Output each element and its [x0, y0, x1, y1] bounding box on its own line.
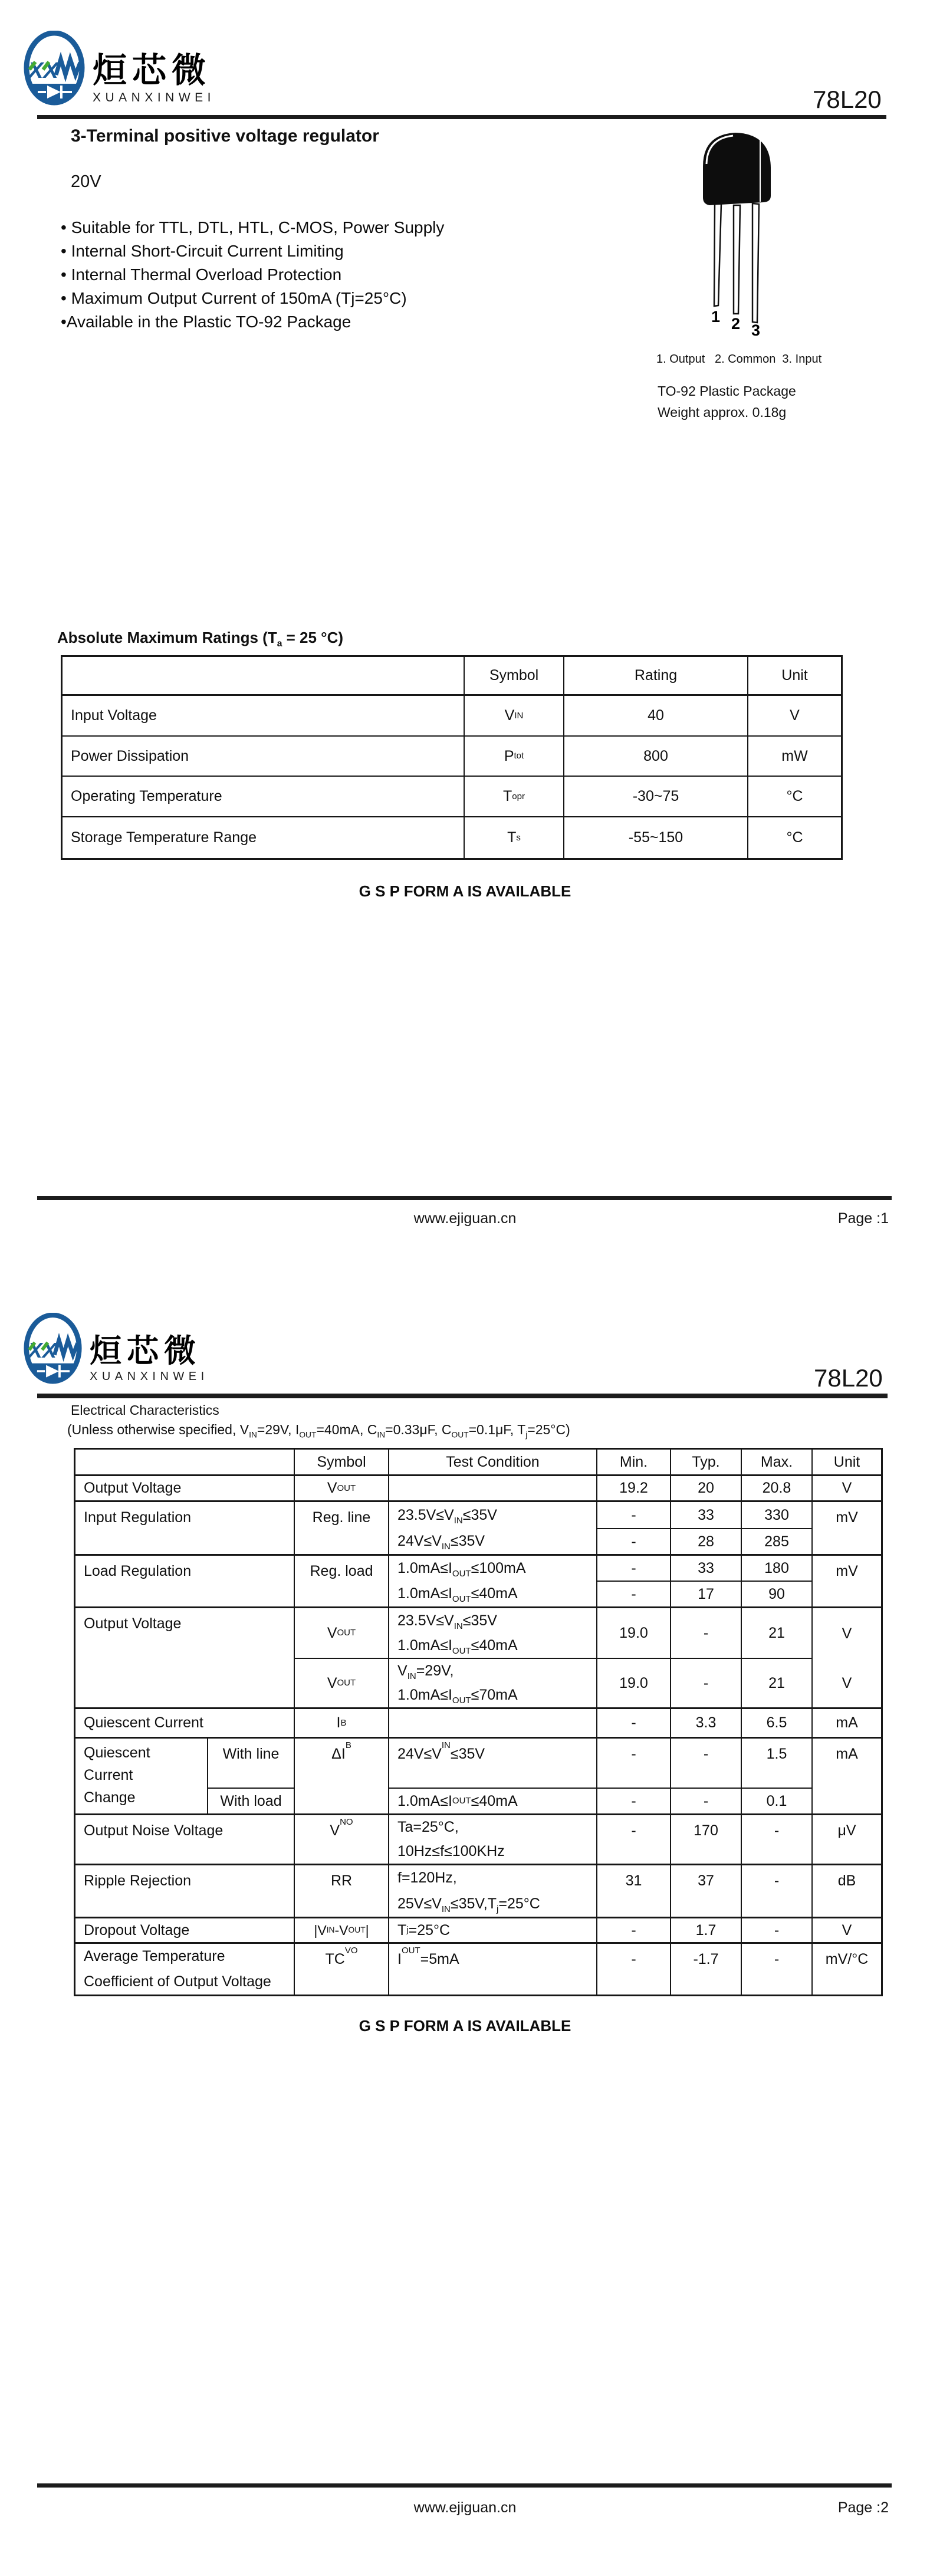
ec-cell: T j =25°C: [389, 1918, 597, 1944]
part-number: 78L20: [814, 1364, 883, 1392]
brand-name-cn: 烜芯微: [90, 1333, 201, 1369]
ec-cell: 31: [597, 1865, 671, 1918]
feature-item: •Available in the Plastic TO-92 Package: [61, 313, 351, 331]
pin-number-1: 1: [711, 308, 721, 326]
ec-cell: Reg. line: [295, 1502, 389, 1556]
ec-cell: Min.: [597, 1450, 671, 1476]
amr-cell: -55~150: [564, 817, 748, 858]
ec-cell: 20: [671, 1476, 742, 1502]
ec-cell: -: [671, 1739, 742, 1789]
amr-cell: T s: [465, 817, 564, 858]
ec-cell: mV: [813, 1502, 881, 1556]
ec-cell: Output Noise Voltage: [75, 1815, 295, 1865]
amr-cell: Operating Temperature: [63, 777, 465, 817]
amr-cell: [63, 657, 465, 696]
amr-cell: -30~75: [564, 777, 748, 817]
amr-cell: 800: [564, 737, 748, 777]
amr-cell: Symbol: [465, 657, 564, 696]
ec-cell: 20.8: [742, 1476, 813, 1502]
brand-logo: [24, 1313, 209, 1385]
ec-cell: V OUT: [295, 1476, 389, 1502]
ec-cell: Average Temperature Coefficient of Output Voltage: [75, 1944, 295, 1995]
ec-cell: Unit: [813, 1450, 881, 1476]
ec-cell: 37: [671, 1865, 742, 1918]
feature-list: [61, 216, 444, 334]
ec-cell: 3.3: [671, 1709, 742, 1739]
ec-cell: Output Voltage: [75, 1476, 295, 1502]
ec-cell: 28: [671, 1529, 742, 1556]
ec-cell: $23.5V\le V_{IN}\le 35V$ $24V\le V_{IN}\le 35V$: [389, 1502, 597, 1556]
ec-cell: 33: [671, 1556, 742, 1582]
feature-item: • Suitable for TTL, DTL, HTL, C-MOS, Power Supply: [61, 218, 445, 236]
ec-cell: [75, 1450, 295, 1476]
ec-cell: $V_{IN}=29V$, $1.0mA\le I_{OUT}\le 70mA$: [389, 1659, 597, 1709]
amr-cell: Rating: [564, 657, 748, 696]
svg-text:XX: XX: [28, 1338, 57, 1363]
ec-cell: Quiescent Current Change: [75, 1739, 208, 1815]
ec-cell: 285: [742, 1529, 813, 1556]
ec-cell: -1.7: [671, 1944, 742, 1995]
ec-cell: 19.0: [597, 1608, 671, 1659]
ec-cell: 21: [742, 1608, 813, 1659]
ec-conditions: (Unless otherwise specified, $V_{IN}=29V$, $I_{OUT}=40mA$, $C_{IN}=0.33\mu F$, $C_{OUT}=0.1\mu F$, $T_j=25^\circ C$): [67, 1422, 570, 1440]
ec-cell: 1.5: [742, 1739, 813, 1789]
ec-cell: -: [671, 1608, 742, 1659]
ec-cell: 330: [742, 1502, 813, 1529]
ec-cell: Ripple Rejection: [75, 1865, 295, 1918]
amr-cell: °C: [748, 777, 841, 817]
brand-name-en: XUANXINWEI: [93, 91, 216, 104]
ec-table: [74, 1448, 883, 1996]
ec-cell: ΔI B: [295, 1739, 389, 1815]
ec-cell: Symbol: [295, 1450, 389, 1476]
footer-divider: [37, 1196, 892, 1200]
ec-cell: Input Regulation: [75, 1502, 295, 1556]
ec-cell: TC VO: [295, 1944, 389, 1995]
ec-cell: 21: [742, 1659, 813, 1709]
ec-cell: -: [597, 1944, 671, 1995]
ec-cell: 0.1: [742, 1789, 813, 1815]
amr-cell: Power Dissipation: [63, 737, 465, 777]
ec-cell: -: [597, 1502, 671, 1529]
amr-cell: T opr: [465, 777, 564, 817]
ec-cell: -: [597, 1582, 671, 1608]
ec-cell: f=120Hz, $25V\le V_{IN}\le 35V,T_j=25^\circ C$: [389, 1865, 597, 1918]
brand-name-en: XUANXINWEI: [90, 1370, 209, 1383]
ec-cell: Load Regulation: [75, 1556, 295, 1608]
ec-cell: 24V≤V IN ≤35V: [389, 1739, 597, 1789]
header-divider: [37, 115, 886, 119]
footer-page-number: Page :2: [837, 2499, 889, 2516]
ec-cell: 170: [671, 1815, 742, 1865]
ec-cell: -: [742, 1944, 813, 1995]
amr-cell: °C: [786, 829, 803, 846]
to92-package-icon: [699, 131, 778, 337]
product-subtitle: 3-Terminal positive voltage regulator: [71, 126, 379, 146]
ec-cell: -: [742, 1815, 813, 1865]
ec-cell: V OUT: [295, 1608, 389, 1659]
ec-cell: Output Voltage: [75, 1608, 295, 1709]
ec-cell: -: [671, 1789, 742, 1815]
amr-cell: Input Voltage: [63, 696, 465, 737]
ec-cell: -: [597, 1918, 671, 1944]
feature-item: • Internal Short-Circuit Current Limiting: [61, 242, 344, 260]
brand-name-cn: 烜芯微: [93, 51, 212, 90]
ec-cell: Dropout Voltage: [75, 1918, 295, 1944]
ec-cell: μV: [813, 1815, 881, 1865]
ec-cell: -: [597, 1815, 671, 1865]
ec-cell: V: [813, 1659, 881, 1709]
brand-mark-icon: [24, 1313, 83, 1385]
ec-cell: -: [597, 1709, 671, 1739]
ec-cell: dB: [813, 1865, 881, 1918]
pin-number-2: 2: [731, 315, 741, 333]
feature-item: • Maximum Output Current of 150mA (Tj=25°C): [61, 289, 407, 307]
amr-title: Absolute Maximum Ratings ($T_a = 25$ °C): [57, 629, 343, 649]
brand-logo: [24, 31, 215, 106]
ec-cell: 6.5: [742, 1709, 813, 1739]
pin-number-3: 3: [751, 321, 761, 339]
amr-cell: V IN: [465, 696, 564, 737]
ec-cell: mA: [813, 1739, 881, 1815]
ec-cell: Max.: [742, 1450, 813, 1476]
amr-table: [61, 655, 843, 860]
ec-cell: 33: [671, 1502, 742, 1529]
ec-cell: -: [597, 1789, 671, 1815]
ec-cell: |V IN -V OUT |: [295, 1918, 389, 1944]
ec-cell: -: [742, 1865, 813, 1918]
amr-cell: Unit: [748, 657, 841, 696]
ec-cell: 19.2: [597, 1476, 671, 1502]
footer-page-number: Page :1: [837, 1210, 889, 1227]
amr-cell: V: [748, 696, 841, 737]
amr-cell: 40: [564, 696, 748, 737]
gsp-note: G S P FORM A IS AVAILABLE: [359, 882, 571, 900]
ec-cell: -: [597, 1529, 671, 1556]
ec-cell: Reg. load: [295, 1556, 389, 1608]
ec-cell: mV: [813, 1556, 881, 1608]
footer-divider: [37, 2483, 892, 2488]
ec-cell: -: [742, 1918, 813, 1944]
ec-cell: -: [671, 1659, 742, 1709]
svg-text:XX: XX: [28, 58, 58, 83]
ec-cell: 1.0mA≤I OUT ≤40mA: [389, 1789, 597, 1815]
ec-cell: 19.0: [597, 1659, 671, 1709]
ec-cell: 17: [671, 1582, 742, 1608]
ec-cell: Ta=25°C, 10Hz≤f≤100KHz: [389, 1815, 597, 1865]
package-name: TO-92 Plastic Package: [658, 383, 796, 399]
ec-cell: V NO: [295, 1815, 389, 1865]
ec-cell: Typ.: [671, 1450, 742, 1476]
ec-cell: [389, 1476, 597, 1502]
header-divider: [37, 1394, 888, 1398]
ec-cell: I B: [295, 1709, 389, 1739]
gsp-note: G S P FORM A IS AVAILABLE: [359, 2017, 571, 2035]
amr-cell: Storage Temperature Range: [63, 817, 465, 858]
ec-cell: 90: [742, 1582, 813, 1608]
ec-cell: V OUT: [295, 1659, 389, 1709]
ec-cell: [389, 1709, 597, 1739]
ec-cell: $1.0mA\le I_{OUT}\le 100mA$ $1.0mA\le I_{OUT}\le 40mA$: [389, 1556, 597, 1608]
ec-cell: mA: [813, 1709, 881, 1739]
ec-cell: -: [597, 1556, 671, 1582]
product-voltage: 20V: [71, 172, 101, 191]
ec-cell: Test Condition: [389, 1450, 597, 1476]
pin-legend: 1. Output 2. Common 3. Input: [656, 353, 822, 366]
amr-cell: mW: [748, 737, 841, 777]
footer-site: www.ejiguan.cn: [413, 1210, 517, 1227]
ec-cell: 180: [742, 1556, 813, 1582]
ec-title: Electrical Characteristics: [71, 1402, 219, 1418]
feature-item: • Internal Thermal Overload Protection: [61, 265, 342, 284]
ec-cell: $23.5V\le V_{IN}\le 35V$ $1.0mA\le I_{OUT}\le 40mA$: [389, 1608, 597, 1659]
ec-cell: V: [813, 1476, 881, 1502]
package-weight: Weight approx. 0.18g: [658, 405, 787, 420]
ec-cell: I OUT =5mA: [389, 1944, 597, 1995]
ec-cell: mV/°C: [825, 1951, 869, 1967]
ec-cell: With load: [208, 1789, 295, 1815]
brand-mark-icon: [24, 31, 86, 106]
amr-cell: P tot: [465, 737, 564, 777]
ec-cell: 1.7: [671, 1918, 742, 1944]
ec-cell: V: [813, 1918, 881, 1944]
ec-cell: -: [597, 1739, 671, 1789]
ec-cell: With line: [208, 1739, 295, 1789]
ec-cell: RR: [295, 1865, 389, 1918]
ec-cell: V: [842, 1625, 852, 1642]
ec-cell: Quiescent Current: [75, 1709, 295, 1739]
footer-site: www.ejiguan.cn: [413, 2499, 517, 2516]
part-number: 78L20: [813, 86, 882, 113]
